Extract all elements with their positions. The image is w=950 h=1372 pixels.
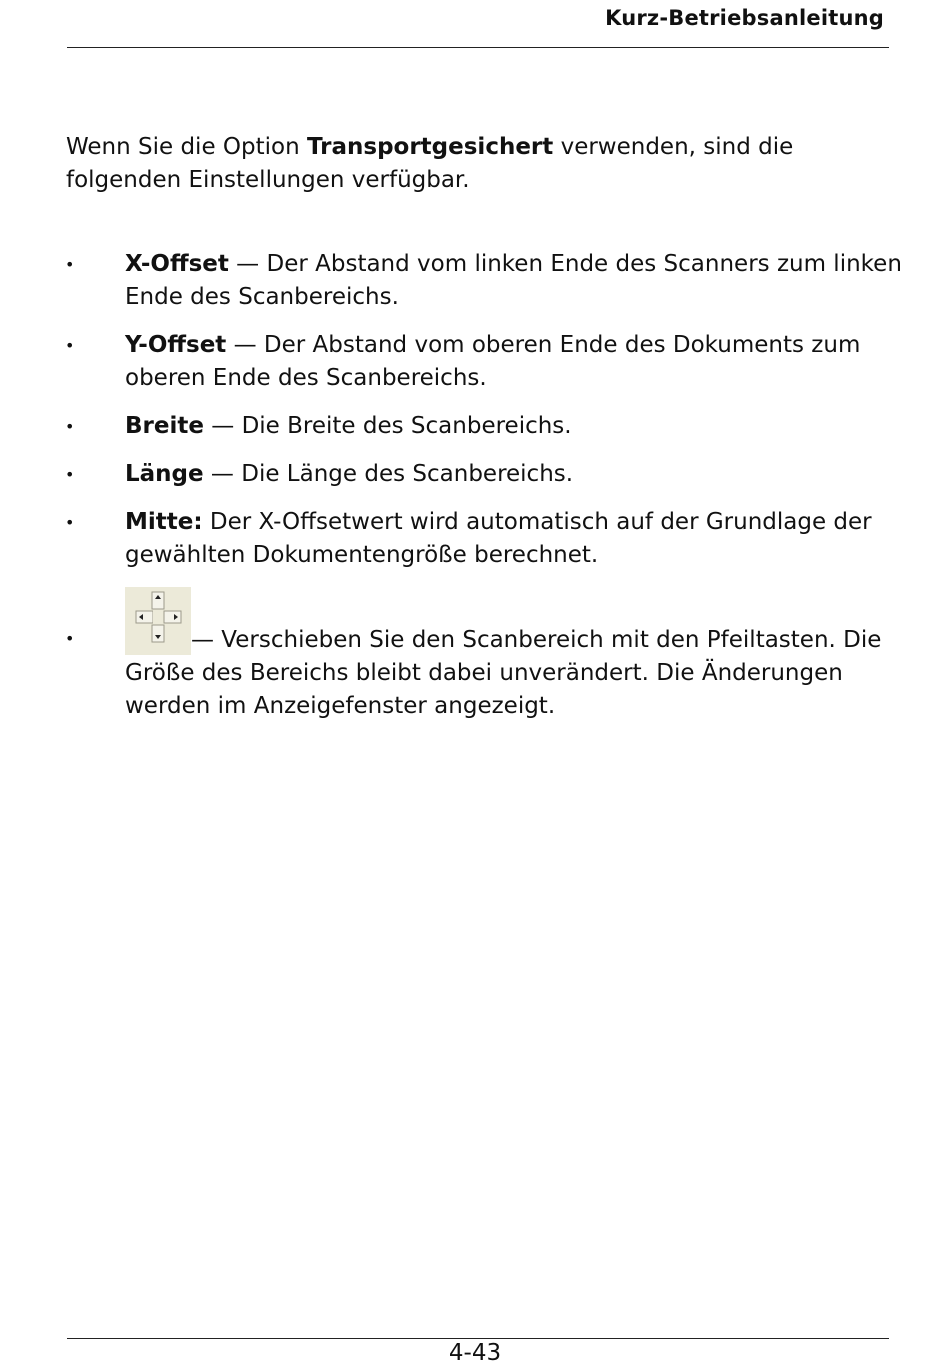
setting-description: — Der Abstand vom linken Ende des Scanners zum linken Ende des Scanbereichs. bbox=[125, 251, 902, 310]
intro-text-end: verwenden, sind die folgenden Einstellungen verfügbar. bbox=[66, 134, 794, 193]
setting-description: — Die Breite des Scanbereichs. bbox=[203, 413, 572, 439]
bullet-dot: • bbox=[65, 513, 75, 532]
setting-description: — Die Länge des Scanbereichs. bbox=[203, 461, 574, 487]
setting-term: Länge bbox=[125, 461, 204, 487]
list-item-laenge bbox=[66, 458, 906, 491]
list-item-y-offset bbox=[66, 329, 906, 395]
bullet-dot: • bbox=[65, 465, 75, 484]
arrow-keys-icon bbox=[125, 587, 191, 655]
setting-term: Y-Offset bbox=[125, 332, 227, 358]
setting-term: Breite bbox=[125, 413, 204, 439]
bullet-dot: • bbox=[65, 629, 75, 648]
intro-option-name: Transportgesichert bbox=[306, 134, 554, 160]
intro-paragraph bbox=[66, 131, 906, 197]
bullet-dot: • bbox=[65, 255, 75, 274]
list-item-arrow-keys bbox=[66, 587, 906, 723]
setting-description: — Der Abstand vom oberen Ende des Dokuments zum oberen Ende des Scanbereichs. bbox=[125, 332, 861, 391]
list-item-breite bbox=[66, 410, 906, 443]
running-header: Kurz-Betriebsanleitung bbox=[605, 6, 884, 30]
header-divider bbox=[67, 47, 889, 48]
page-number: 4-43 bbox=[448, 1340, 502, 1366]
setting-term: X-Offset bbox=[125, 251, 229, 277]
intro-text: Wenn Sie die Option bbox=[66, 134, 307, 160]
list-item-mitte bbox=[66, 506, 906, 572]
list-item-x-offset bbox=[66, 248, 906, 314]
setting-description: Der X-Offsetwert wird automatisch auf der Grundlage der gewählten Dokumentengröße berechnet. bbox=[125, 509, 872, 568]
bullet-dot: • bbox=[65, 417, 75, 436]
setting-description: — Verschieben Sie den Scanbereich mit den Pfeiltasten. Die Größe des Bereichs bleibt dabei unverändert. Die Änderungen werden im Anzeigefenster angezeigt. bbox=[125, 627, 882, 719]
setting-term: Mitte: bbox=[125, 509, 203, 535]
bullet-dot: • bbox=[65, 336, 75, 355]
footer-divider bbox=[67, 1338, 889, 1339]
settings-list bbox=[66, 248, 906, 738]
